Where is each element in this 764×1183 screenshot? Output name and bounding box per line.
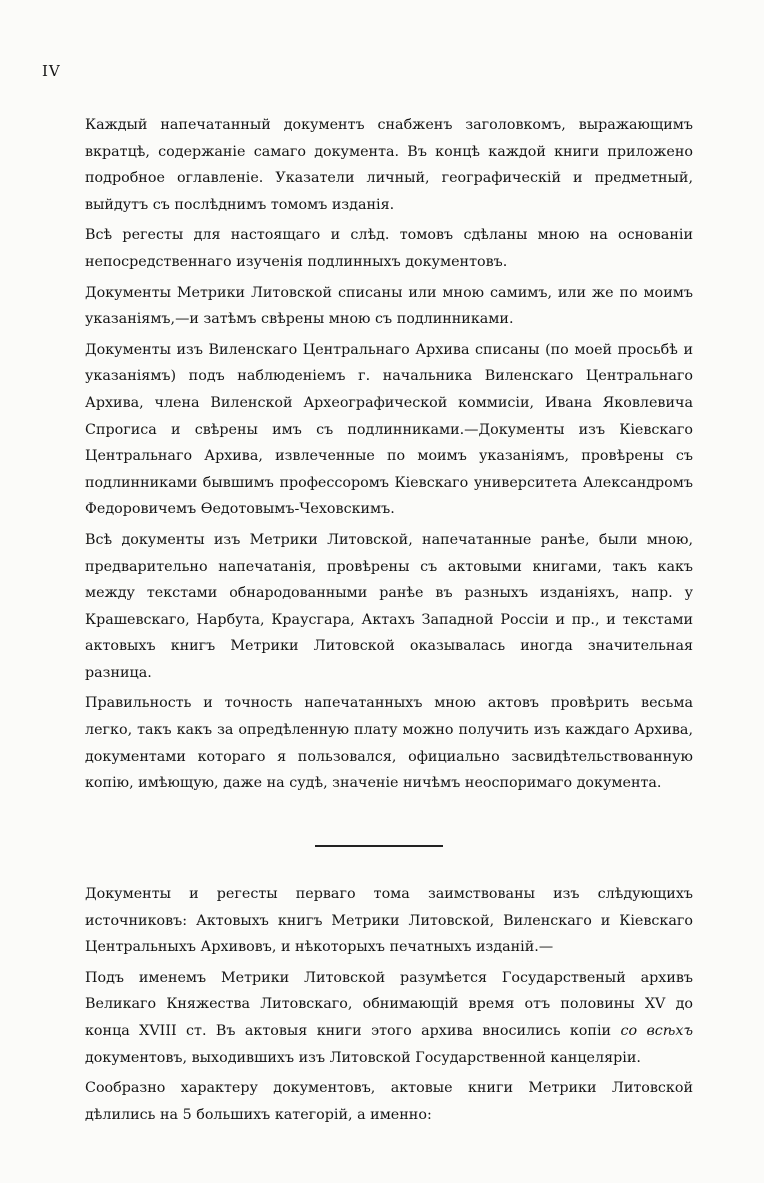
sources-section bbox=[85, 881, 693, 1132]
preface-section bbox=[85, 112, 693, 801]
section-separator bbox=[315, 845, 443, 847]
page-number: IV bbox=[42, 62, 61, 80]
paragraph-archives: Документы изъ Виленскаго Центральнаго Архива списаны (по моей просьбѣ и указаніямъ) подъ наблюденіемъ г. начальника Виленскаго Центральнаго Архива, члена Виленской Археографической коммисіи, Ивана Яковлевича Спрогиса и свѣрены имъ съ подлинниками.—Документы изъ Кіевскаго Центральнаго Архива, извлеченные по моимъ указаніямъ, провѣрены съ подлинниками бывшимъ профессоромъ Кіевскаго университета Александромъ Федоровичемъ Ѳедотовымъ-Чеховскимъ. bbox=[85, 341, 693, 518]
paragraph-metrica-copies: Документы Метрики Литовской списаны или мною самимъ, или же по моимъ указаніямъ,—и затѣмъ свѣрены мною съ подлинниками. bbox=[85, 284, 693, 328]
paragraph-categories: Сообразно характеру документовъ, актовые книги Метрики Литовской дѣлились на 5 большихъ категорій, а именно: bbox=[85, 1080, 693, 1123]
paragraph-accuracy: Правильность и точность напечатанныхъ мною актовъ провѣрить весьма легко, такъ какъ за опредѣленную плату можно получить изъ каждаго Архива, документами котораго я пользовался, официально засвидѣтельствованную копію, имѣющую, даже на судѣ, значеніе ничѣмъ неоспоримаго документа. bbox=[85, 695, 693, 792]
paragraph-verification: Всѣ документы изъ Метрики Литовской, напечатанные ранѣе, были мною, предварительно напечатанія, провѣрены съ актовыми книгами, такъ какъ между текстами обнародованными ранѣе въ разныхъ изданіяхъ, напр. у Крашевскаго, Нарбута, Краусгара, Актахъ Западной Россіи и пр., и текстами актовыхъ книгъ Метрики Литовской оказывалась иногда значительная разница. bbox=[85, 531, 693, 681]
italic-phrase: со всѣхъ bbox=[620, 1022, 693, 1039]
metrica-definition-start: Подъ именемъ Метрики Литовской разумѣется Государственый архивъ Великаго Княжества Литовскаго, обнимающій время отъ половины XV до конца XVIII ст. Въ актовыя книги этого архива вносились копіи bbox=[85, 969, 693, 1039]
metrica-definition-end: документовъ, выходившихъ изъ Литовской Государственной канцеляріи. bbox=[85, 1049, 641, 1066]
paragraph-headings: Каждый напечатанный документъ снабженъ заголовкомъ, выражающимъ вкратцѣ, содержаніе самаго документа. Въ концѣ каждой книги приложено подробное оглавленіе. Указатели личный, географическій и предметный, выйдутъ съ послѣднимъ томомъ изданія. bbox=[85, 117, 693, 213]
paragraph-regests: Всѣ регесты для настоящаго и слѣд. томовъ сдѣланы мною на основаніи непосредственнаго изученія подлинныхъ документовъ. bbox=[85, 227, 693, 270]
paragraph-metrica-definition bbox=[85, 965, 693, 1071]
paragraph-sources: Документы и регесты перваго тома заимствованы изъ слѣдующихъ источниковъ: Актовыхъ книгъ Метрики Литовской, Виленскаго и Кіевскаго Центральныхъ Архивовъ, и нѣкоторыхъ печатныхъ изданій.— bbox=[85, 886, 693, 956]
